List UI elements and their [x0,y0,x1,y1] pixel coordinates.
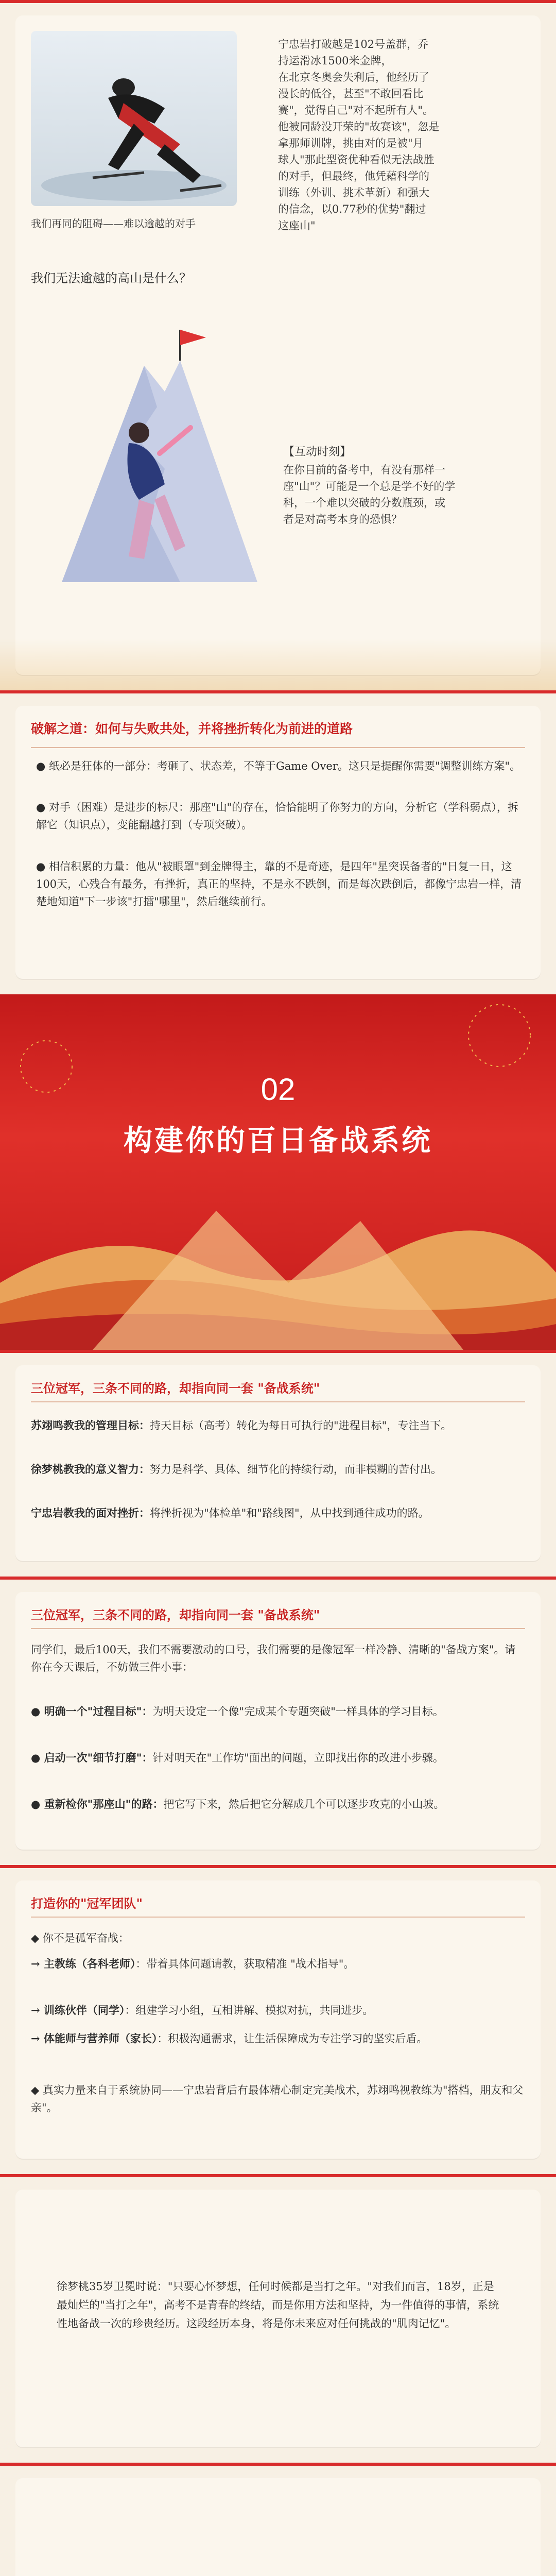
action-item-2: ● 启动一次"细节打磨"：针对明天在"工作坊"面出的问题，立即找出你的改进小步骤。 [31,1751,444,1764]
panel-champion-team [0,1865,556,2174]
champion-item-1 [31,1417,525,1434]
champion-team-card [15,1880,541,2159]
section-red-bar [0,1577,556,1580]
action-item-text: 针对明天在"工作坊"面出的问题，立即找出你的改进小步骤。 [152,1752,444,1764]
action-item-label: 启动一次"细节打磨"： [44,1751,153,1764]
action-item-text: 为明天设定一个像"完成某个专题突破"一样具体的学习目标。 [152,1705,444,1718]
title-divider [31,747,525,748]
action-items-title: 三位冠军，三条不同的路，却指向同一套 "备战系统" [31,1607,320,1622]
panel-action-items [0,1577,556,1865]
action-item-label: 重新检你"那座山"的路： [44,1798,164,1810]
team-member-text: ：带着具体问题请教，获取精准 "战术指导"。 [135,1958,355,1970]
champion-item-text: 努力是科学、具体、细节化的持续行动，而非模糊的苦付出。 [150,1463,442,1476]
interaction-text: 在你目前的备考中，有没有那样一 座"山"？可能是一个总是学不好的学 科，一个难以突破的分数瓶颈，或 者是对高考本身的恐惧？ [283,464,456,526]
section-red-bar [0,690,556,693]
section-red-bar [0,1350,556,1353]
action-item-3: ● 重新检你"那座山"的路：把它写下来，然后把它分解成几个可以逐步攻克的小山坡。 [31,1798,445,1810]
mountain-climber-illustration [46,304,268,592]
interaction-title: 【互动时刻】 [283,446,352,459]
team-member-1 [31,1955,525,1973]
champion-item-label: 苏翊鸣教我的管理目标： [31,1419,150,1432]
champion-item-text: 将挫折视为"体检单"和"路线图"，从中找到通往成功的路。 [150,1507,429,1519]
champion-item-label: 宁忠岩教我的面对挫折： [31,1506,150,1519]
team-member-2 [31,2002,525,2019]
slogan-card [15,2478,541,2576]
team-member-label: → 体能师与营养师（家长） [31,2032,158,2045]
chapter-title: 构建你的百日备战系统 [124,1124,432,1158]
team-member-label: → 主教练（各科老师） [31,1957,136,1970]
section-red-bar [0,2463,556,2466]
champion-system-title: 三位冠军，三条不同的路，却指向同一套 "备战系统" [31,1381,320,1396]
section-red-bar [0,1865,556,1868]
team-member-label: → 训练伙伴（同学） [31,2004,125,2016]
action-items-intro: 同学们，最后100天，我们不需要激动的口号，我们需要的是像冠军一样冷静、清晰的"备战方案"。请你在今天课后，不妨做三件小事： [31,1643,516,1673]
panel-quote [0,2174,556,2463]
champion-team-title: 打造你的"冠军团队" [31,1896,143,1911]
chapter-banner [0,994,556,1350]
banner-background-art [0,994,556,1350]
team-member-text: ：组建学习小组，互相讲解、模拟对抗，共同进步。 [125,2004,374,2016]
mountain-decoration [0,639,556,690]
breakthrough-point-1: ● 纸必是狂体的一部分：考砸了、状态差，不等于Game Over。这只是提醒你需要"调整训练方案"。 [36,760,521,772]
panel-athlete-story [0,0,556,690]
champion-item-2 [31,1461,525,1478]
champion-team-intro: ◆ 你不是孤军奋战： [31,1932,129,1944]
chapter-number: 02 [260,1072,296,1107]
action-item-1: ● 明确一个"过程目标"：为明天设定一个像"完成某个专题突破"一样具体的学习目标。 [31,1705,444,1718]
action-item-text: 把它写下来，然后把它分解成几个可以逐步攻克的小山坡。 [163,1798,445,1810]
quote-text: 徐梦桃35岁卫冕时说："只要心怀梦想，任何时候都是当打之年。"对我们而言，18岁，正是最灿烂的"当打之年"，高考不是青春的终结，而是你用方法和坚持，为一件值得的事情，系统性地备战一次的珍贵经历。这段经历本身，将是你未来应对任何挑战的"肌肉记忆"。 [57,2280,499,2330]
panel-breakthrough [0,690,556,994]
title-divider [31,1401,525,1402]
athlete-photo [31,31,237,206]
title-divider [31,1917,525,1918]
breakthrough-title: 破解之道：如何与失败共处，并将挫折转化为前进的道路 [31,721,353,736]
breakthrough-point-2: ● 对手（困难）是进步的标尺：那座"山"的存在，恰恰能明了你努力的方向，分析它（学科弱点），拆解它（知识点），变能翻越打到（专项突破）。 [36,801,518,831]
champion-item-label: 徐梦桃教我的意义智力： [31,1463,150,1476]
breakthrough-point-3: ● 相信积累的力量：他从"被眼罩"到金牌得主，靠的不是奇迹，是四年"星突误备者的"日复一日，这100天，心残合有最务，有挫折，真正的坚持，不是永不跌倒，而是每次跌倒后，都像宁忠岩一样，清楚地知道"下一步该"打擂"哪里"，然后继续前行。 [36,860,522,908]
panel-champion-system [0,1350,556,1577]
mountain-question: 我们无法逾越的高山是什么？ [31,271,192,285]
athlete-caption: 我们再同的阻碍——难以逾越的对手 [31,217,196,230]
team-member-3 [31,2030,525,2047]
action-item-label: 明确一个"过程目标"： [44,1705,153,1718]
team-member-text: ：积极沟通需求，让生活保障成为专注学习的坚实后盾。 [157,2032,428,2045]
interaction-box [278,443,520,556]
title-divider [31,1628,525,1629]
athlete-story-text: 宁忠岩打破越是102号盖群，乔 持运滑冰1500米金牌， 在北京冬奥会失利后，他经历了 漫长的低谷，甚至"不敢回看比 赛"，觉得自己"对不起所有人"。 他被同龄没开荣的"故赛该"，忽是 拿那师训牌，挑由对的是被"月 球人"那此型资优种看似无法战胜 的对手，但最终，他凭藉科学的 训练（外训、挑术革新）和强大 的信念，以0.77秒的优势"翻过 这座山" [278,38,440,232]
champion-item-3 [31,1504,525,1522]
section-red-bar [0,2174,556,2177]
champion-item-text: 持天目标（高考）转化为每日可执行的"进程目标"，专注当下。 [150,1419,452,1432]
top-red-bar [0,0,556,3]
champion-team-closing: ◆ 真实力量来自于系统协同——宁忠岩背后有最体精心制定完美战术，苏翊鸣视教练为"搭档，朋友和父亲"。 [31,2084,524,2114]
panel-ending [0,2463,556,2576]
